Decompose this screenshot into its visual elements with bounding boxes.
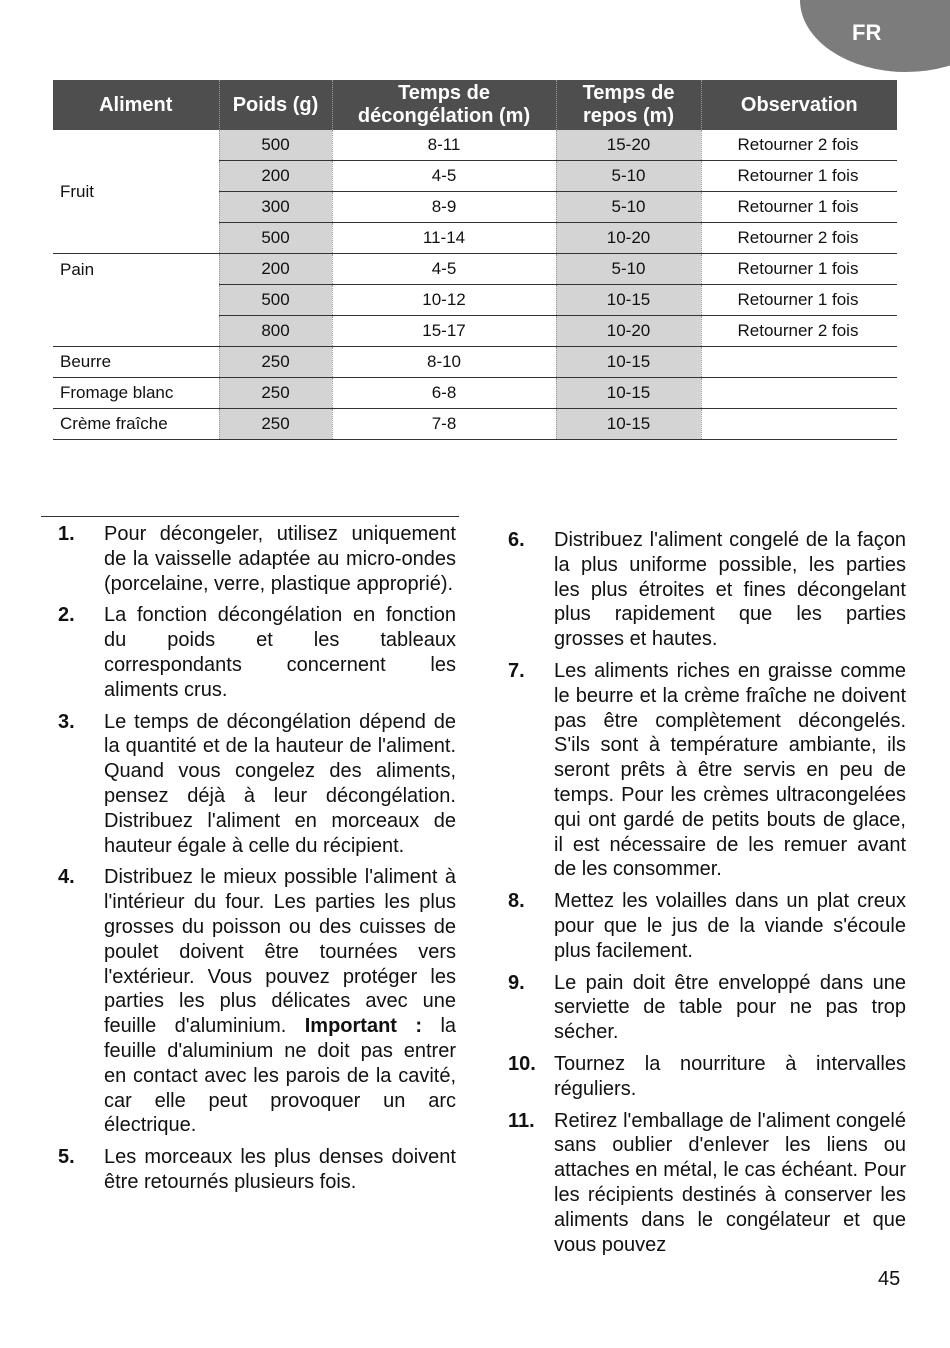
- defrost-table: [53, 80, 897, 440]
- table-row: [53, 378, 897, 409]
- weight-cell: 200: [219, 254, 332, 285]
- header-temps-repos: Temps de repos (m): [556, 80, 701, 130]
- defrost-time-cell: 8-11: [332, 130, 556, 161]
- observation-cell: Retourner 2 fois: [701, 130, 897, 161]
- instruction-item: [508, 659, 906, 882]
- table-row: [53, 130, 897, 161]
- rest-time-cell: 10-15: [556, 378, 701, 409]
- rest-time-cell: 10-20: [556, 223, 701, 254]
- header-poids: Poids (g): [219, 80, 332, 130]
- observation-cell: Retourner 1 fois: [701, 161, 897, 192]
- food-cell: Fruit: [53, 130, 219, 254]
- page-number: 45: [878, 1268, 901, 1290]
- instruction-item: [508, 889, 906, 963]
- food-cell: Crème fraîche: [53, 409, 219, 440]
- weight-cell: 200: [219, 161, 332, 192]
- defrost-time-cell: 15-17: [332, 316, 556, 347]
- instruction-number: 6.: [508, 529, 525, 551]
- rest-time-cell: 10-20: [556, 316, 701, 347]
- instruction-number: 3.: [58, 710, 75, 733]
- defrost-time-cell: 4-5: [332, 254, 556, 285]
- instruction-item: [58, 603, 456, 702]
- instruction-text-continued: la feuille d'aluminium ne doit pas entrer en contact avec les parois de la cavité, car elle peut provoquer un arc électrique.: [104, 1015, 457, 1137]
- rest-time-cell: 15-20: [556, 130, 701, 161]
- observation-cell: [701, 378, 897, 409]
- instruction-text: Le pain doit être enveloppé dans une serviette de table pour ne pas trop sécher.: [554, 971, 906, 1044]
- instructions-right-column: [508, 528, 906, 1264]
- food-cell: Pain: [53, 254, 219, 347]
- instruction-text: Les aliments riches en graisse comme le beurre et la crème fraîche ne doivent pas être complètement décongelés. S'ils sont à température ambiante, ils seront prêts à être servis en peu de temps. Pour les crèmes ultracongelées qui ont gardé de petits bouts de glace, il est nécessaire de les remuer avant de les consommer.: [554, 659, 906, 881]
- defrost-time-cell: 7-8: [332, 409, 556, 440]
- table-header-row: [53, 80, 897, 130]
- instruction-number: 7.: [508, 659, 525, 682]
- column-divider-rule: [41, 516, 459, 517]
- language-label: FR: [852, 20, 882, 45]
- weight-cell: 250: [219, 378, 332, 409]
- rest-time-cell: 5-10: [556, 192, 701, 223]
- instruction-number: 11.: [508, 1109, 535, 1132]
- header-observation: Observation: [701, 80, 897, 130]
- instruction-text: Pour décongeler, utilisez uniquement de la vaisselle adaptée au micro-ondes (porcelaine, verre, plastique approprié).: [104, 523, 456, 595]
- rest-time-cell: 10-15: [556, 409, 701, 440]
- weight-cell: 250: [219, 347, 332, 378]
- instruction-item: [508, 1109, 906, 1258]
- observation-cell: Retourner 1 fois: [701, 285, 897, 316]
- defrost-time-cell: 6-8: [332, 378, 556, 409]
- instruction-item: [58, 865, 456, 1138]
- instruction-item: [58, 710, 456, 859]
- observation-cell: Retourner 1 fois: [701, 254, 897, 285]
- rest-time-cell: 10-15: [556, 347, 701, 378]
- instruction-number: 5.: [58, 1146, 75, 1169]
- header-aliment: Aliment: [53, 80, 219, 130]
- instructions-left-column: [58, 522, 456, 1202]
- defrost-time-cell: 10-12: [332, 285, 556, 316]
- weight-cell: 250: [219, 409, 332, 440]
- important-label: Important :: [304, 1015, 423, 1038]
- rest-time-cell: 5-10: [556, 254, 701, 285]
- instruction-number: 4.: [58, 866, 75, 889]
- instruction-text: Distribuez l'aliment congelé de la façon la plus uniforme possible, les parties les plus étroites et fines décongelant plus rapidement que les parties grosses et hautes.: [554, 529, 906, 651]
- observation-cell: Retourner 2 fois: [701, 316, 897, 347]
- instruction-number: 10.: [508, 1052, 536, 1075]
- instruction-text: Tournez la nourriture à intervalles réguliers.: [554, 1052, 906, 1100]
- weight-cell: 500: [219, 285, 332, 316]
- observation-cell: [701, 409, 897, 440]
- table-row: [53, 409, 897, 440]
- instruction-item: [508, 971, 906, 1045]
- table-row: [53, 347, 897, 378]
- weight-cell: 300: [219, 192, 332, 223]
- instruction-text: Le temps de décongélation dépend de la quantité et de la hauteur de l'aliment. Quand vous congelez des aliments, pensez déjà à leur décongélation. Distribuez l'aliment en morceaux de hauteur égale à celle du récipient.: [104, 710, 456, 857]
- instruction-text: Les morceaux les plus denses doivent être retournés plusieurs fois.: [104, 1146, 456, 1193]
- weight-cell: 500: [219, 130, 332, 161]
- instruction-text: Retirez l'emballage de l'aliment congelé sans oublier d'enlever les liens ou attaches en métal, le cas échéant. Pour les récipients destinés à conserver les aliments dans le congélateur et que vous pouvez: [554, 1109, 906, 1256]
- observation-cell: Retourner 2 fois: [701, 223, 897, 254]
- instruction-number: 2.: [58, 604, 75, 627]
- defrost-time-cell: 8-10: [332, 347, 556, 378]
- header-temps-decongelation: Temps de décongélation (m): [332, 80, 556, 130]
- observation-cell: [701, 347, 897, 378]
- food-cell: Fromage blanc: [53, 378, 219, 409]
- instruction-number: 1.: [58, 523, 75, 545]
- rest-time-cell: 10-15: [556, 285, 701, 316]
- weight-cell: 800: [219, 316, 332, 347]
- weight-cell: 500: [219, 223, 332, 254]
- instruction-text-with-warning: [104, 865, 456, 1138]
- instruction-item: [58, 522, 456, 596]
- instruction-item: [508, 1052, 906, 1102]
- defrost-time-cell: 8-9: [332, 192, 556, 223]
- instruction-text: La fonction décongélation en fonction du poids et les tableaux correspondants concernent les aliments crus.: [104, 604, 456, 701]
- rest-time-cell: 5-10: [556, 161, 701, 192]
- observation-cell: Retourner 1 fois: [701, 192, 897, 223]
- instruction-item: [58, 1145, 456, 1195]
- food-cell: Beurre: [53, 347, 219, 378]
- defrost-time-cell: 4-5: [332, 161, 556, 192]
- instruction-text: Distribuez le mieux possible l'aliment à l'intérieur du four. Les parties les plus grosses du poisson ou des cuisses de poulet doivent être tournées vers l'extérieur. Vous pouvez protéger les parties les plus délicates avec une feuille d'aluminium.: [104, 866, 456, 1038]
- instruction-number: 8.: [508, 890, 525, 913]
- defrost-time-cell: 11-14: [332, 223, 556, 254]
- instruction-text: Mettez les volailles dans un plat creux pour que le jus de la viande s'écoule plus facilement.: [554, 890, 906, 962]
- table-row: [53, 254, 897, 285]
- instruction-number: 9.: [508, 971, 525, 994]
- instruction-item: [508, 528, 906, 652]
